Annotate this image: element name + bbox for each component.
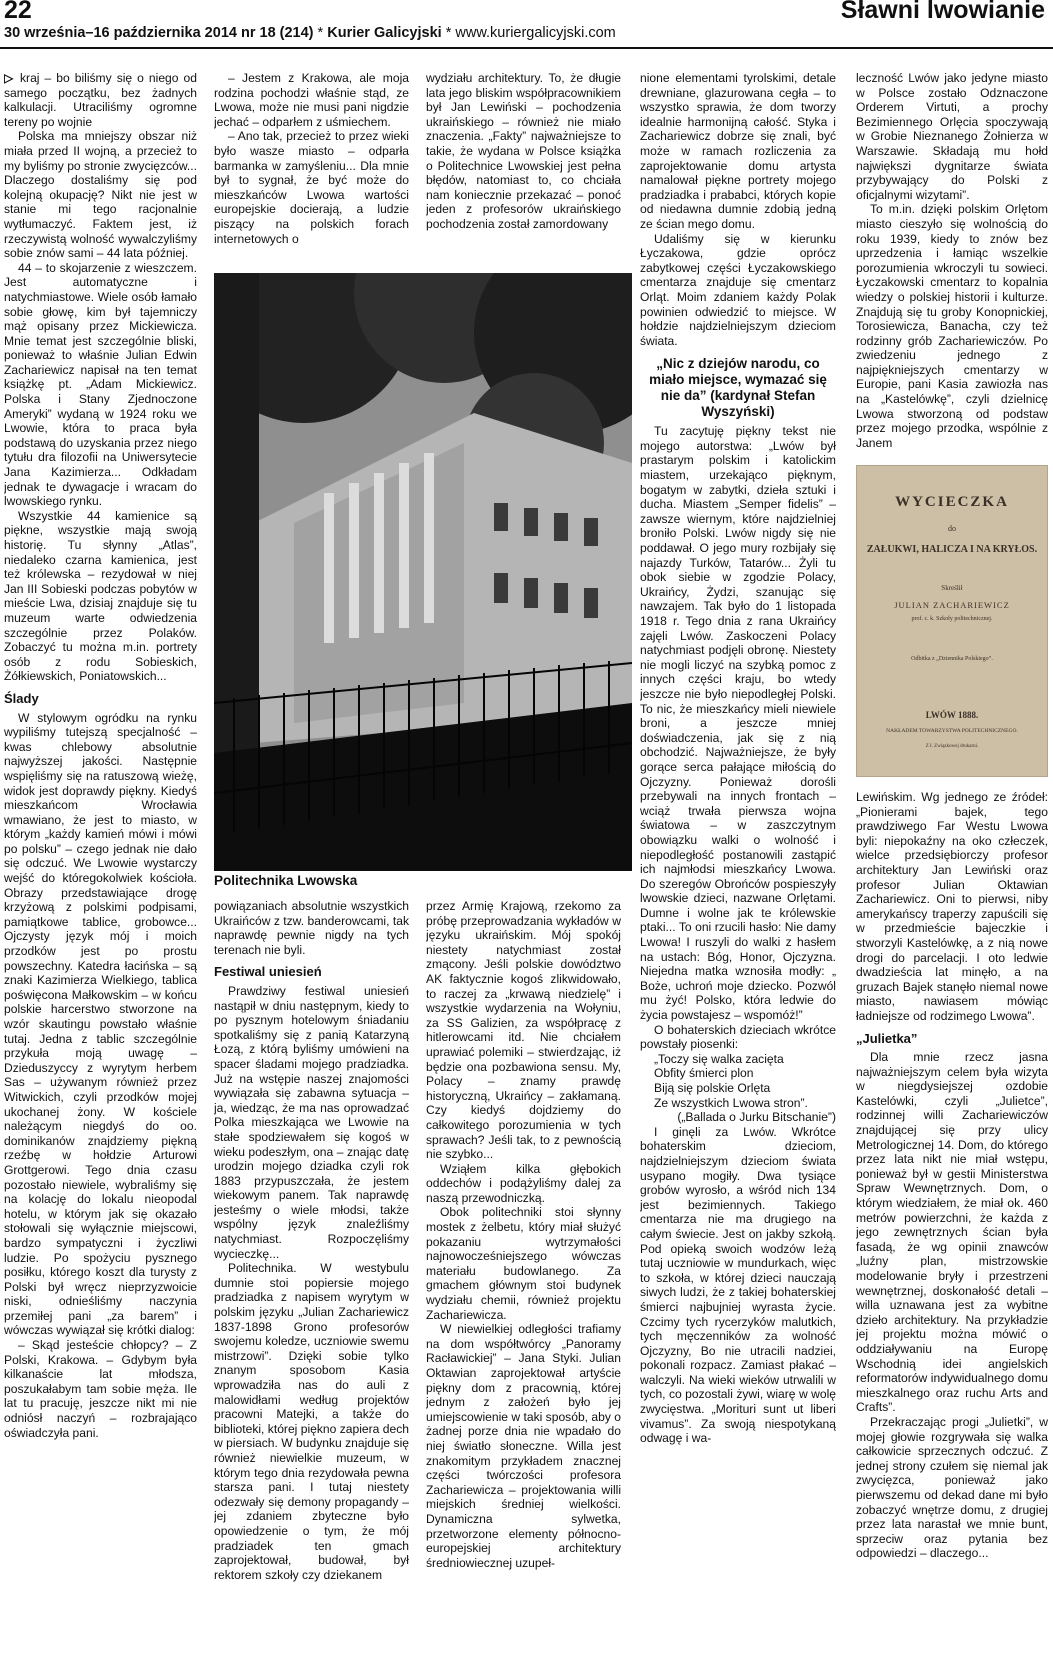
paragraph: To m.in. dzięki polskim Orlętom miasto cieszyło się wolnością do roku 1939, kiedy to znów bez uprzedzenia i łamiąc wszelkie porozumienia wkroczyli tu sowieci. Łyczakowski cmentarz to kopalnia wiedzy o polskiej historii i kulturze. Znajdują się tu groby Konopnickiej, Torosiewicza, Banacha, czy też rodzinny grób Zachariewiczów. Po zwiedzeniu jednego z najpiękniejszych cmentarzy w Europie, pani Kasia zawiozła nas na „Kastelówkę”, czyli dzielnicę Lwowa stworzoną od podstaw przez mojego przodka, wspólnie z Janem (856, 202, 1048, 450)
paragraph: nione elementami tyrolskimi, detale drewniane, glazurowana cegła – to wszystko sprawia, że dom tworzy idealnie harmonijną całość. Styka i Zachariewicz dobrze się znali, być może w ramach rozliczenia za zaprojektowanie domu artysta namalował piękne portrety mojego pradziadka i prababci, których kopie od niedawna dumnie zdobią jedną ze ścian mego domu. (640, 71, 836, 231)
paragraph: Dla mnie rzecz jasna najważniejszym celem była wizyta w niegdysiejszej ozdobie Kastelówki, czyli „Julietce”, rodzinnej willi Zachariewiczów znajdującej się przy ulicy Metrologicznej 14. Dom, do którego przez lata nikt nie miał wstępu, ponieważ był w gestii Ministerstwa Spraw Wewnętrznych. Dom, o którym wiedziałem, że miał ok. 460 metrów powierzchni, że każda z jego zewnętrznych ścian była fasadą, że wg opinii znawców „luźny plan, mistrzowskie modelowanie bryły i przestrzeni wewnętrznej, doskonałość detali – willa uznawana jest za wybitne dzieło architektury. Na przykładzie jej projektu można mówić o oddziaływaniu na Europę Wschodnią idei angielskich reformatorów indywidualnego domu mieszkalnego oraz ruchu Arts and Crafts”. (856, 1050, 1048, 1415)
paragraph: Obok politechniki stoi słynny mostek z żelbetu, który miał służyć pokazaniu wytrzymałości najnowocześniejszego wówczas materiału budowlanego. Za gmachem głównym stoi budynek wydziału chemii, również projektu Zachariewicza. (426, 1205, 621, 1322)
continuation-arrow-icon: ▷ (4, 71, 15, 85)
book-preposition: do (948, 524, 956, 533)
paragraph: leczność Lwów jako jedyne miasto w Polsce zostało Odznaczone Orderem Virtuti, a prochy Bezimiennego Orlęcia spoczywają w Grobie Nieznanego Żołnierza w Warszawie. Składają mu hołd największi dygnitarze świata przybywający do Polski z oficjalnymi wizytami”. (856, 71, 1048, 202)
issue-date: 30 września–16 października 2014 nr 18 (214) (4, 25, 314, 41)
paragraph: Wszystkie 44 kamienice są piękne, wszystkie mają swoją historię. Tu słynny „Atlas”, niedaleko czarna kamienica, jest też królewska – rezydował w niej Jan III Sobieski podczas pobytów w mieście Lwa, dzisiaj znajduje się tu muzeum warte odwiedzenia szczególnie przez Polaków. Zobaczyć tu można m.in. portrety osób z rodu Sobieskich, Żółkiewskich, Poniatowskich... (4, 508, 197, 684)
paragraph: O bohaterskich dzieciach wkrótce powstały piosenki: (640, 1022, 836, 1052)
paragraph: W niewielkiej odległości trafiamy na dom współtwórcy „Panoramy Racławickiej” – Jana Styki. Julian Oktawian zaprojektował artyście piękny dom z pracownią, której jednym z założeń było jej umiejscowienie w taki sposób, aby o żadnej porze dnia nie wpadało do niej światło słoneczne. Willa jest znakomitym przykładem znacznej części twórczości profesora Zachariewicza – projektowania willi miejskich średniej wielkości. Dynamiczna sylwetka, przetworzone elementy północno-europejskiej architektury średniowiecznej uzupeł- (426, 1322, 621, 1570)
issue-line (4, 25, 616, 41)
book-publisher: NAKŁADEM TOWARZYSTWA POLITECHNICZNEGO. (886, 728, 1018, 734)
website-link[interactable]: www.kuriergalicyjski.com (455, 25, 616, 41)
paragraph: – Skąd jesteście chłopcy? – Z Polski, Krakowa. – Gdybym była kilkanaście lat młodsza, poszukałabym tam sobie męża. Ile lat tu pracuję, jeszcze nikt mi nie odniósł naczyń – rozbrajająco oświadczyła pani. (4, 1338, 197, 1440)
article-column-5-bottom (856, 790, 1048, 1655)
publication-name: Kurier Galicyjski (327, 25, 442, 41)
paragraph: Prawdziwy festiwal uniesień nastąpił w dniu następnym, kiedy to po pysznym hotelowym śniadaniu spotkaliśmy się z panią Katarzyną Łozą, z którą byliśmy umówieni na spacer śladami mojego pradziadka. Już na wstępie naszej znajomości wywiązała się zabawna sytuacja – ja, wiedząc, że ma nas oprowadzać Polka mieszkająca we Lwowie na stałe spodziewałem się kogoś w wieku podeszłym, ona – znając datę urodzin mojego dziadka czyli rok 1883 przypuszczała, że jestem wiekowym panem. Tak naprawdę jesteśmy o wiele młodsi, także wspólny język znaleźliśmy natychmiast. Rozpoczęliśmy wycieczkę... (214, 983, 409, 1261)
article-column-2-top (214, 71, 409, 271)
paragraph: powiązaniach absolutnie wszystkich Ukraińców z tzw. banderowcami, tak naprawdę pewnie nigdy na tych terenach nie byli. (214, 899, 409, 957)
book-place-year: LWÓW 1888. (925, 710, 979, 720)
article-column-5-top (856, 71, 1048, 461)
paragraph: – Jestem z Krakowa, ale moja rodzina pochodzi właśnie stąd, ze Lwowa, może nie musi pani nigdzie jechać – odparłem z uśmiechem. (214, 71, 409, 129)
book-by-label: Skreślił (941, 584, 963, 592)
section-title: Sławni lwowianie (840, 0, 1045, 24)
poem-line: Biją się polskie Orlęta (654, 1081, 771, 1095)
page-header (0, 0, 1053, 50)
article-column-3-bottom (426, 899, 621, 1655)
book-author-title: prof. c. k. Szkoły politechnicznej. (911, 616, 993, 622)
paragraph: Tu zacytuję piękny tekst nie mojego autorstwa: „Lwów był prastarym polskim i katolickim miastem, urzekająco pięknym, bogatym w zabytki, dzieła sztuki i ducha. Miastem „Semper fidelis” – zawsze wiernym, które najdzielniej broniło Polski. Lwów nigdy się nie poddawał. O jego mury rozbijały się najazdy Turków, Tatarów... Żyli tu obok siebie w zgodzie Polacy, Ukraińcy, Żydzi, szanując się nawzajem. Tak było do 1 listopada 1918 r. Tego dnia z rana Ukraińcy zajęli Lwów. Zaskoczeni Polacy natychmiast podjęli obronę. Niestety nie mogli liczyć na szybką pomoc z innych części kraju, bo wtedy jeszcze nie było niepodległej Polski. To nic, że mieszkańcy mieli niewiele broni, a jeszcze mniej doświadczenia, jak się z nią obchodzić. Najważniejsze, że były gorące serca pałające miłością do Ojczyzny. Ponieważ dorośli przebywali na innych frontach – wciąż trwała pierwsza wojna światowa – w zaszczytnym obowiązku walki o wolność i niepodległość postanowili zastąpić ich najmłodsi mieszkańcy Lwowa. Do szeregów Obrońców pospieszyły lwowskie dzieci, nazwane Orlętami. Dumne i wolne jak te królewskie ptaki... To oni rzucili hasło: Nie damy Lwowa! I ruszyli do walki z hasłem na ustach: Bóg, Honor, Ojczyzna. Niejedna matka wznosiła modły: „ Boże, uchroń moje dziecko. Pozwól mu żyć! Polsko, która ledwie do życia powstajesz – wspomóż!” (640, 424, 836, 1023)
paragraph: Politechnika. W westybulu dumnie stoi popiersie mojego pradziadka z napisem wyrytym w polskim języku „Julian Zachariewicz 1837-1898 Grono profesorów swojemu koledze, uczniowie swemu mistrzowi”. Dzięki sobie tylko znanym sposobom Kasia wprowadziła nas do auli z malowidłami według projektów pracowni Matejki, a także do biblioteki, której piękno zapiera dech w piersiach. W budynku znajduje się również niewielkie muzeum, w którym tego dnia rezydowała pewna starsza pani. I tutaj niestety odezwały się demony propagandy – jej zdaniem zbyteczne było opowiedzenie o tym, że mój pradziadek ten gmach zaprojektował, budował, był rektorem szkoły czy dziekanem (214, 1261, 409, 1582)
book-reprint-note: Odbitka z „Dziennika Polskiego“. (911, 656, 993, 662)
paragraph: Wziąłem kilka głębokich oddechów i podążyliśmy dalej za naszą przewodniczką. (426, 1161, 621, 1205)
politechnika-photo (214, 273, 632, 871)
book-author: JULIAN ZACHARIEWICZ (894, 600, 1010, 610)
article-column-3-top (426, 71, 621, 271)
article-column-4 (640, 71, 836, 1655)
page-number: 22 (4, 0, 32, 24)
building-illustration (214, 273, 632, 871)
photo-caption: Politechnika Lwowska (214, 873, 358, 888)
subheading: Festiwal uniesień (214, 964, 322, 980)
paragraph: – Ano tak, przecież to przez wieki było wasze miasto – odparła barmanka w zamyśleniu... Dla mnie był to sygnał, że być może do mieszkańców Lwowa wartości europejskie docierają, a ludzie piszący na polskich forach internetowych o (214, 129, 409, 246)
header-rule (0, 47, 1053, 49)
subheading: „Julietka” (856, 1030, 918, 1046)
article-column-2-bottom (214, 899, 409, 1655)
paragraph: I ginęli za Lwów. Wkrótce bohaterskim dzieciom, najdzielniejszym dzieciom świata usypano mogiły. Dwa tysiące grobów wyrosło, a wśród nich 134 jest bezimiennych. Takiego cmentarza nie ma drugiego na całym świecie. Jest on jakby szkołą. Pod opieką swoich wodzów leżą tutaj uczniowie w mundurkach, więc to szkoła, w której dzieci nauczają siwych ludzi, że z takiej bohaterskiej śmierci najbujniej wyrasta życie. Czcimy tych rycerzyków malutkich, tych męczenników za wolność Ojczyzny, Bo nie utracili nadziei, pokonali rozpacz. Zamiast płakać – walczyli. Na wieki wieków utrwalili w tych, co pozostali żywi, wiarę w wolę zwycięstwa. „Morituri sunt ut liberi vivamus”. Za swoją niespotykaną odwagę i wa- (640, 1124, 836, 1446)
subheading: Ślady (4, 690, 39, 706)
paragraph: Lewińskim. Wg jednego ze źródeł: „Pionierami bajek, tego prawdziwego Far Westu Lwowa byli: niepokaźny na oko człeczek, wielce przedsiębiorczy profesor architektury Jan Lewiński oraz profesor Julian Oktawian Zachariewicz. Oni to pierwsi, niby amerykańscy traperzy zapuścili się w przedmieście bajeczkie i stworzyli Kastelówkę, a z nią nowe drogi do parcelacji. I oto ledwie dwadzieścia lat minęło, a na gruzach Bajek stanęło niemal nowe miasto, nawiasem mówiąc ładniejsze od rodzimego Lwowa”. (856, 790, 1048, 1023)
paragraph: Przekraczając progi „Julietki”, w mojej głowie rozgrywała się walka całkowicie sprzecznych odczuć. Z jednej strony czułem się niemal jak zwycięzca, ponieważ jako pierwszemu od dekad dane mi było zobaczyć wnętrze domu, z drugiej przez lata narastał we mnie bunt, sprzeciw oraz pytania bez odpowiedzi – dlaczego... (856, 1414, 1048, 1561)
separator: * (445, 25, 452, 41)
poem-line: Ze wszystkich Lwowa stron”. (654, 1095, 808, 1110)
book-cover-image (856, 465, 1048, 777)
paragraph: przez Armię Krajową, rzekomo za próbę przeprowadzania wykładów w języku ukraińskim. Mój spokój niestety natychmiast został zmącony. Jeśli polskie dowództwo AK faktycznie kogoś zlikwidowało, to raczej za „krwawą niedzielę” i wszystkie wydarzenia na Wołyniu, za SS Galizien, za współpracę z hitlerowcami itd. Nie chciałem uprawiać polemiki – stwierdzając, iż będzie ona pozbawiona sensu. My, Polacy – znamy prawdę historyczną, Ukraińcy – zakłamaną. Czy kiedyś dojdziemy do całkowitego porozumienia w tych sprawach? Jeśli tak, to z pewnością nie szybko... (426, 899, 621, 1162)
poem-line: „Toczy się walka zacięta (654, 1051, 784, 1066)
paragraph: ▷ kraj – bo biliśmy się o niego od samego początku, bez żadnych kalkulacji. Utraciliśmy ogromne tereny po wojnie (4, 71, 197, 129)
article-column-1 (4, 71, 197, 1655)
book-printer: Z I. Związkowej drukarni. (925, 744, 979, 749)
poem-line: Obfity śmierci plon (654, 1066, 754, 1081)
separator: * (317, 25, 324, 41)
paragraph: 44 – to skojarzenie z wieszczem. Jest automatyczne i natychmiastowe. Wiele osób łamało sobie głowę, kim był tajemniczy mąż opisany przez Mickiewicza. Mnie temat jest szczególnie bliski, ponieważ to właśnie Julian Edwin Zachariewicz napisał na ten temat książkę pt. „Adam Mickiewicz. Polska i Stany Zjednoczone Ameryki” wydaną w 1924 roku we Lwowie, która to praca była podstawą do uzyskania przez niego tytułu dra filozofii na Uniwersytecie Jana Kazimierza... Odkładam jednak te dywagacje i wracam do lwowskiego rynku. (4, 260, 197, 509)
paragraph: wydziału architektury. To, że długie lata jego bliskim współpracownikiem był Jan Lewiński – pochodzenia ukraińskiego – również nie miało znaczenia. „Fakty” najważniejsze to takie, że wydana w Polsce książka o Politechnice Lwowskiej jest pełna błędów, natomiast to, co chciała nam koniecznie przekazać – ponoć jeden z profesorów ukraińskiego pochodzenia został zamordowany (426, 71, 621, 231)
paragraph: Polska ma mniejszy obszar niż miała przed II wojną, a przecież to my byliśmy po stronie zwycięzców... Dlaczego dostaliśmy się pod kolejną okupację? Nikt nie jest w stanie mi tego racjonalnie wytłumaczyć. Faktem jest, iż rzeczywistą wolność wywalczyliśmy sobie znów sami – 44 lata później. (4, 129, 197, 261)
paragraph: Udaliśmy się w kierunku Łyczakowa, gdzie oprócz zabytkowej części Łyczakowskiego cmentarza znajduje się cmentarz Orląt. Moim zdaniem każdy Polak powinien odwiedzić to miejsce. W hołdzie najdzielniejszym dzieciom świata. (640, 231, 836, 348)
subheading: „Nic z dziejów narodu, co miało miejsce, wymazać się nie da” (kardynał Stefan Wyszyński) (649, 356, 827, 420)
poem-source: („Ballada o Jurku Bitschanie”) (677, 1110, 836, 1125)
paragraph: W stylowym ogródku na rynku wypiliśmy tutejszą specjalność – kwas chlebowy absolutnie najwyższej jakości. Następnie wspięliśmy się na ratuszową wieżę, widok jest doprawdy piękny. Kiedyś mieszkańcom Wrocławia wmawiano, że jest to miasto, w którym „każdy kamień mówi i mówi po polsku” – czego jednak nie dało się odczuć. We Lwowie wystarczy wejść do któregokolwiek kościoła. Obrazy przedstawiające drogę krzyżową z polskimi podpisami, pamiątkowe tablice, grobowce... Ojczysty język mój i moich przodków jest po prostu powszechny. Katedra łacińska – są znaki Kazimierza Wielkiego, tablica poświęcona Małkowskim – w końcu polskie harcerstwo stworzone na wzór skautingu powstało właśnie tutaj. Jedna z tablic szczególnie przykuła moją uwagę – Dzieduszyccy z wyrytym herbem Sas – używanym również przez Witwickich, czyli przodków mojej ukochanej żony. W kościele należącym niegdyś do oo. dominikanów znajdziemy piękną rzeźbę w hołdzie Arturowi Grottgerowi. Tego dnia czasu pozostało niewiele, wybraliśmy się na kolację do lokalu nieopodal hotelu, w którym jak się okazało stołowali się wyłącznie miejscowi, bardzo sympatyczni i życzliwi ludzie. Po spożyciu pysznego posiłku, którego koszt dla turysty z Polski był wręcz nieprzyzwoicie niski, odnieśliśmy naczynia przemiłej pani „za barem” i wówczas wywiązał się krótki dialog: (4, 710, 197, 1338)
book-title: WYCIECZKA (895, 494, 1009, 510)
book-subtitle: ZAŁUKWI, HALICZA I NA KRYŁOS. (866, 544, 1038, 555)
